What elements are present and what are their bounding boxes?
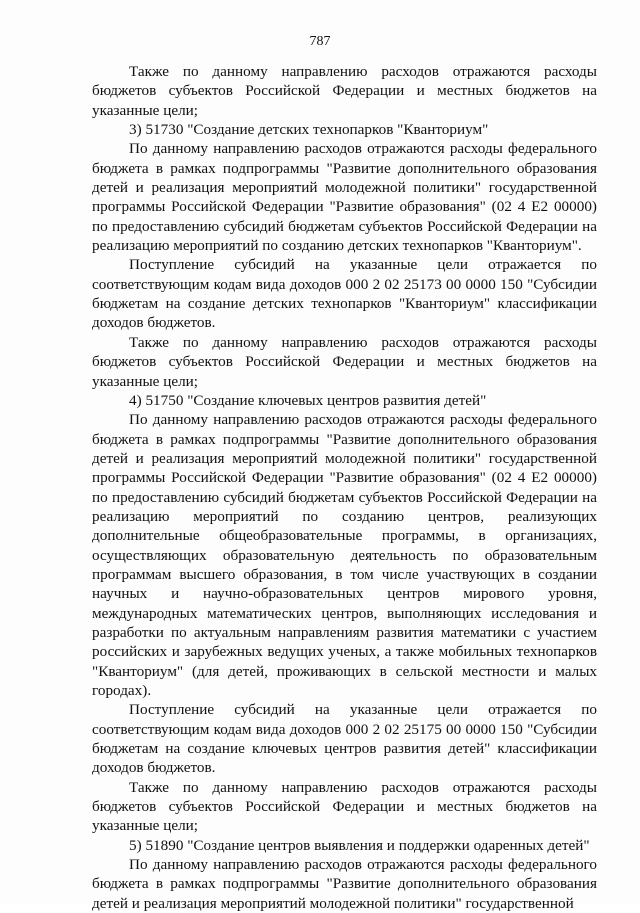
paragraph-9: Также по данному направлению расходов отражаются расходы бюджетов субъектов Российской Федерации и местных бюджетов на указанные цели; — [92, 778, 597, 835]
paragraph-4: Поступление субсидий на указанные цели отражается по соответствующим кодам вида доходов 000 2 02 25173 00 0000 150 "Субсидии бюджетам на создание детских технопарков "Кванториум" классификации доходов бюджетов. — [92, 256, 597, 332]
paragraph-1: Также по данному направлению расходов отражаются расходы бюджетов субъектов Российской Федерации и местных бюджетов на указанные цели; — [92, 63, 597, 119]
document-body — [92, 62, 597, 913]
paragraph-8: Поступление субсидий на указанные цели отражается по соответствующим кодам вида доходов 000 2 02 25175 00 0000 150 "Субсидии бюджетам на создание ключевых центров развития детей" классификации доходов бюджетов. — [92, 701, 597, 777]
section-heading-5: 5) 51890 "Создание центров выявления и поддержки одаренных детей" — [129, 836, 590, 854]
paragraph-7: По данному направлению расходов отражаются расходы федерального бюджета в рамках подпрограммы "Развитие дополнительного образования детей и реализация мероприятий молодежной политики" государственной программы Российской Федерации "Развитие образования" (02 4 Е2 00000) по предоставлению субсидий бюджетам субъектов Российской Федерации на реализацию мероприятий по созданию центров, реализующих дополнительные общеобразовательные программы, в организациях, осуществляющих образовательную деятельность по образовательным программам высшего образования, в том числе участвующих в создании научных и научно-образовательных центров мирового уровня, международных математических центров, выполняющих исследования и разработки по актуальным направлениям развития математики с участием российских и зарубежных ведущих ученых, а также мобильных технопарков "Кванториум" (для детей, проживающих в сельской местности и малых городах). — [92, 411, 597, 699]
paragraph-11: По данному направлению расходов отражаются расходы федерального бюджета в рамках подпрограммы "Развитие дополнительного образования детей и реализация мероприятий молодежной политики" государственной — [92, 856, 597, 912]
page-number: 787 — [309, 34, 331, 49]
section-heading-3: 3) 51730 "Создание детских технопарков "Кванториум" — [129, 121, 489, 139]
paragraph-3: По данному направлению расходов отражаются расходы федерального бюджета в рамках подпрограммы "Развитие дополнительного образования детей и реализация мероприятий молодежной политики" государственной программы Российской Федерации "Развитие образования" (02 4 Е2 00000) по предоставлению субсидий бюджетам субъектов Российской Федерации на реализацию мероприятий по созданию детских технопарков "Кванториум". — [92, 140, 597, 255]
section-heading-4: 4) 51750 "Создание ключевых центров развития детей" — [129, 391, 487, 409]
paragraph-5: Также по данному направлению расходов отражаются расходы бюджетов субъектов Российской Федерации и местных бюджетов на указанные цели; — [92, 333, 597, 390]
